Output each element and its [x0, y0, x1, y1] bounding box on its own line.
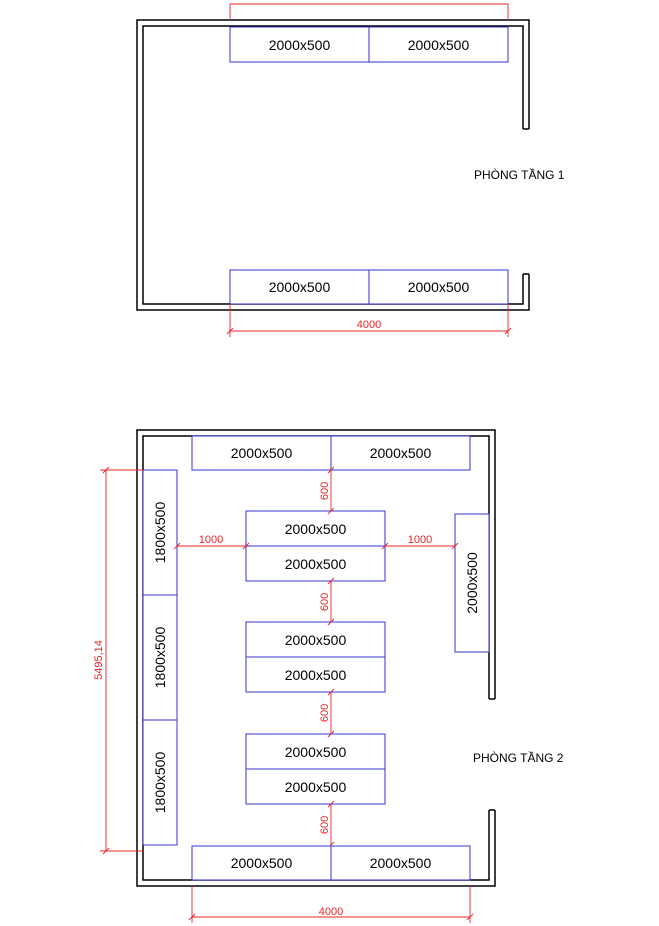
- room-2-center-row-1: [246, 511, 385, 581]
- room-1-top-table-2: [369, 27, 508, 62]
- room-2-bottom-table-1: [192, 846, 331, 880]
- room-2-top-table-1: [192, 436, 331, 470]
- dimension-label: 600: [319, 703, 331, 723]
- table-size-label: 2000x500: [407, 37, 470, 53]
- dimension-label: 600: [319, 592, 331, 612]
- room-2-height-dimension: [93, 467, 143, 854]
- room-2-right-gap-dimension: [382, 534, 458, 549]
- room-1-width-dimension: [227, 304, 511, 337]
- room-2-center-row-3: [246, 734, 385, 804]
- table-size-label: 2000x500: [369, 855, 432, 871]
- room-2-center-row-2: [246, 622, 385, 692]
- room-2-left-table-3: [143, 720, 177, 845]
- room-2-title: PHÒNG TẦNG 2: [473, 751, 564, 765]
- dimension-label: 1000: [198, 534, 224, 546]
- dimension-label: 1000: [407, 534, 433, 546]
- table-size-label: 2000x500: [464, 552, 480, 614]
- table-size-label: 2000x500: [407, 279, 470, 295]
- table-size-label: 2000x500: [284, 556, 347, 572]
- dimension-label: 5495,14: [93, 640, 105, 680]
- dimension-label: 4000: [356, 319, 382, 331]
- room-2-right-table: [455, 514, 489, 652]
- dimension-label: 600: [319, 815, 331, 835]
- table-size-label: 2000x500: [268, 279, 331, 295]
- table-size-label: 2000x500: [230, 445, 293, 461]
- table-size-label: 2000x500: [230, 855, 293, 871]
- room-2-bottom-table-2: [331, 846, 470, 880]
- table-size-label: 2000x500: [284, 632, 347, 648]
- room-1: [137, 4, 565, 337]
- table-size-label: 2000x500: [284, 779, 347, 795]
- table-size-label: 2000x500: [284, 521, 347, 537]
- table-size-label: 1800x500: [152, 501, 168, 564]
- room-1-title: PHÒNG TẦNG 1: [474, 168, 565, 182]
- room-2-left-table-2: [143, 595, 177, 720]
- room-2-aisle-dimension-4: [319, 801, 334, 848]
- room-2-aisle-dimension-3: [319, 689, 334, 737]
- room-1-walls: [137, 20, 529, 310]
- table-size-label: 1800x500: [152, 626, 168, 689]
- room-2-left-table-1: [143, 470, 177, 595]
- dimension-label: 4000: [318, 906, 344, 918]
- room-1-bottom-table-2: [369, 270, 508, 304]
- room-2-aisle-dimension-2: [319, 578, 334, 625]
- room-2-top-table-2: [331, 436, 470, 470]
- table-size-label: 2000x500: [284, 744, 347, 760]
- room-1-top-dimension-line: [230, 4, 508, 20]
- room-2-left-gap-dimension: [174, 534, 249, 549]
- room-1-bottom-table-1: [230, 270, 369, 304]
- room-1-top-table-1: [230, 27, 369, 62]
- room-2-aisle-dimension-1: [319, 467, 334, 514]
- room-2-width-dimension: [189, 886, 473, 923]
- table-size-label: 2000x500: [268, 37, 331, 53]
- table-size-label: 2000x500: [369, 445, 432, 461]
- table-size-label: 1800x500: [152, 751, 168, 814]
- dimension-label: 600: [319, 481, 331, 501]
- room-2: [93, 430, 564, 923]
- table-size-label: 2000x500: [284, 667, 347, 683]
